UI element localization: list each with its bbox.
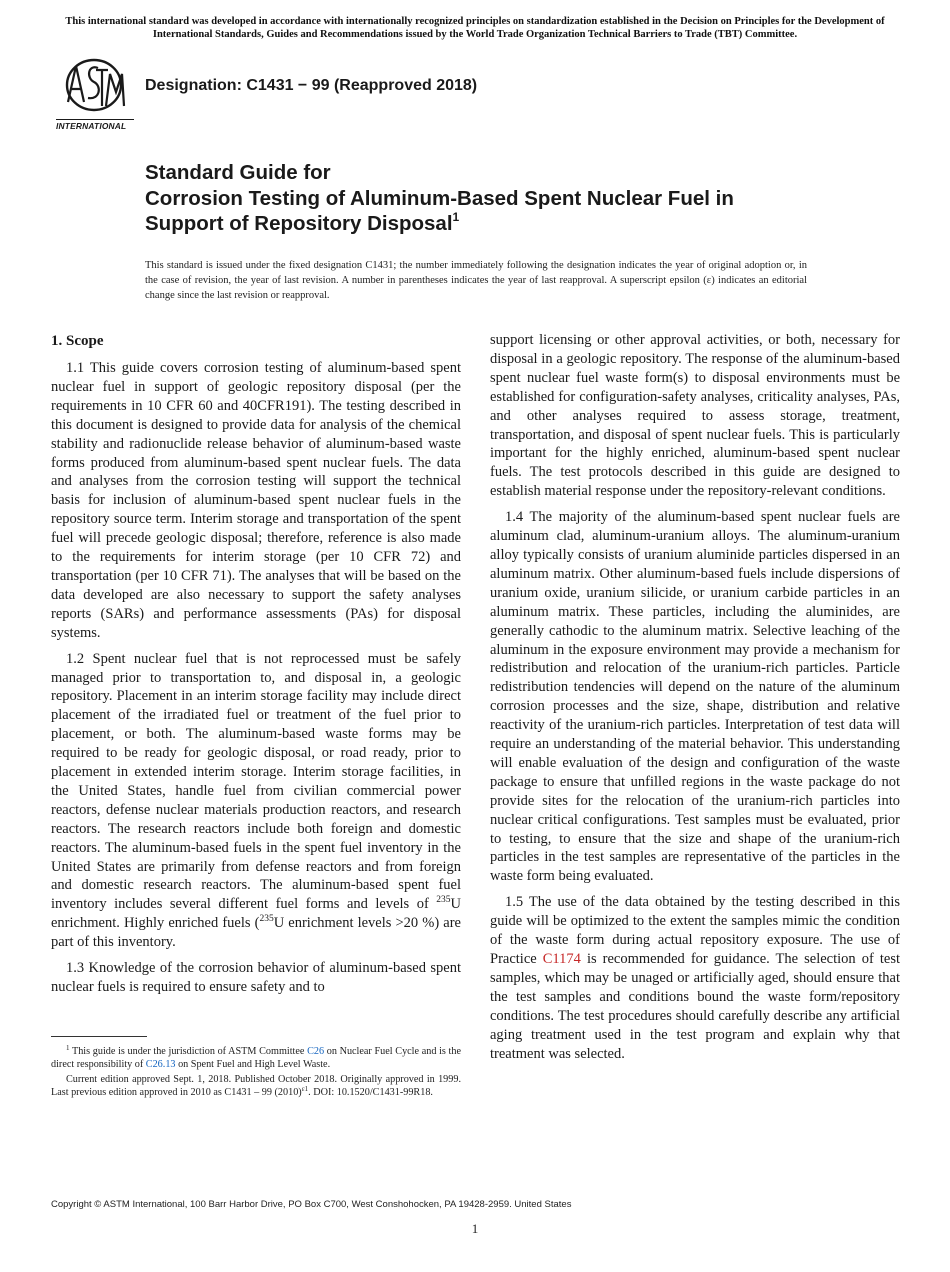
paragraph-1-3-start: 1.3 Knowledge of the corrosion behavior of aluminum-based spent nuclear fuels is required to ensure safety and to — [51, 960, 461, 995]
footnote-edition: Current edition approved Sept. 1, 2018. Published October 2018. Originally approved in 1999. Last previous edition approved in 2010 as C1431 – 99 $(2010)^{\varepsilon 1}$. DOI: 10.1520/C1431-99R18. — [51, 1073, 461, 1099]
right-column — [490, 331, 900, 1070]
title-line-1: Standard Guide for — [145, 161, 331, 184]
footnotes — [51, 1045, 461, 1101]
title-line-2: Corrosion Testing of Aluminum-Based Spent Nuclear Fuel in — [145, 186, 734, 210]
paragraph-1-3-continued: support licensing or other approval activities, or both, necessary for disposal in a geologic repository. The response of the aluminum-based spent nuclear fuel waste form(s) to disposal environments must be established for configuration-safety analyses, criticality analyses, PAs, and other analyses required to assess storage, treatment, transportation, and disposal of spent nuclear fuels. This is particularly important for the highly enriched, aluminum-based spent nuclear fuels. The test protocols described in this guide are designed to establish material response under the repository-relevant conditions. — [490, 332, 900, 500]
superscript-235: 235 — [259, 914, 274, 925]
footnote-divider — [51, 1036, 147, 1037]
link-c1174[interactable]: C1174 — [542, 951, 581, 967]
title-line-3 — [145, 211, 865, 237]
page-number: 1 — [471, 1221, 479, 1236]
link-c26-13[interactable]: C26.13 — [145, 1059, 176, 1071]
superscript-235: 235 — [436, 895, 451, 906]
section-heading-scope: 1. Scope — [51, 333, 104, 349]
logo-subtitle: INTERNATIONAL — [56, 119, 134, 131]
epsilon-superscript: ε1 — [301, 1085, 309, 1094]
paragraph-1-4: 1.4 The majority of the aluminum-based spent nuclear fuels are aluminum clad, aluminum-uranium alloys. The aluminum-uranium alloy typically consists of uranium aluminide particles dispersed in an aluminum matrix. Other aluminum-based fuels include dispersions of uranium oxide, uranium silicide, or uranium carbide particles in an aluminum matrix. These particles, including the aluminides, are generally cathodic to the aluminum matrix. Selective leaching of the aluminum in the exposure environment may provide a mechanism for redistribution and relocation of the uranium-rich particles. Particle redistribution tendencies will depend on the nature of the aluminum corrosion processes and the size, shape, distribution and relative reactivity of the uranium-rich particles. Interpretation of test data will require an understanding of the material behavior. This understanding will enable evaluation of the design and configuration of the waste package to ensure that unfilled regions in the waste package do not provide sites for the relocation of the uranium-rich particles into nuclear critical configurations. Test samples must be evaluated, prior to testing, to ensure that the size and shape of the uranium-rich particles in the test samples are representative of the particles in the waste form being evaluated. — [490, 509, 900, 885]
astm-international-logo — [54, 56, 134, 132]
wto-tbt-notice: This international standard was developed in accordance with internationally recognized principles on standardization established in the Decision on Principles for the Development of International Standards, Guides and Recommendations issued by the World Trade Organization Technical Barriers to Trade (TBT) Committee. — [65, 16, 885, 40]
left-column — [51, 331, 461, 1004]
footnote-1: $^1$ This guide is under the jurisdiction of ASTM Committee C26 on Nuclear Fuel Cycle and is the direct responsibility of C26.13 on Spent Fuel and High Level Waste. — [51, 1044, 461, 1071]
designation: Designation: C1431 − 99 (Reapproved 2018) — [145, 77, 478, 94]
paragraph-1-1: 1.1 This guide covers corrosion testing of aluminum-based spent nuclear fuel in support of geologic repository disposal (per the requirements in 10 CFR 60 and 40CFR191). The testing described in this document is designed to provide data for analysis of the chemical stability and radionuclide release behavior of aluminum-based waste forms produced from aluminum-based spent nuclear fuels. The data and analyses from the corrosion testing will support the technical basis for inclusion of aluminum-based spent nuclear fuels in the repository source term. Interim storage and transportation of the spent fuel will precede geologic disposal; therefore, reference is also made to the requirements for interim storage (per 10 CFR 72) and transportation (per 10 CFR 71). The analyses that will be based on the data developed are also necessary to support the safety analyses reports (SARs) and performance assessments (PAs) for disposal systems. — [51, 360, 461, 641]
copyright-notice: Copyright © ASTM International, 100 Barr Harbor Drive, PO Box C700, West Conshohocken, PA 19428-2959. United States — [51, 1199, 572, 1210]
title-line-3-text: Support of Repository Disposal — [145, 212, 453, 235]
paragraph-1-2: 1.2 Spent nuclear fuel that is not reprocessed must be safely managed prior to transportation to, and disposal in, a geologic repository. Placement in an interim storage facility may include direct placement of the irradiated fuel or treatment of the fuel prior to placement, or both. The aluminum-based waste forms may be required to be ready for geologic disposal, or road ready, prior to placement in extended interim storage. Interim storage facilities, in the United States, handle fuel from civilian commercial power reactors, defense nuclear materials production reactors, and research reactors. The research reactors include both foreign and domestic reactors. The aluminum-based fuels in the spent fuel inventory in the United States are primarily from defense reactors and from foreign and domestic research reactors. The aluminum-based spent fuel inventory includes several different fuel forms and levels of $^{235}$U enrichment. Highly enriched fuels ($^{235}$U enrichment levels >20 %) are part of this inventory. — [51, 650, 461, 951]
paragraph-1-5: 1.5 The use of the data obtained by the testing described in this guide will be optimized to the extent the samples mimic the condition of the waste form during actual repository exposure. The use of Practice C1174 is recommended for guidance. The selection of test samples, which may be unaged or artificially aged, should ensure that the test samples and conditions bound the waste form/repository conditions. The test procedures should carefully describe any artificial aging treatment used in the test program and explain why that treatment was selected. — [490, 894, 900, 1062]
document-title — [145, 160, 865, 237]
title-footnote-mark: 1 — [452, 210, 460, 224]
link-c26[interactable]: C26 — [307, 1046, 325, 1057]
issuance-statement: This standard is issued under the fixed designation C1431; the number immediately following the designation indicates the year of original adoption or, in the case of revision, the year of last revision. A number in parentheses indicates the year of last reapproval. A superscript epsilon (ε) indicates an editorial change since the last revision or reapproval. — [145, 260, 807, 301]
